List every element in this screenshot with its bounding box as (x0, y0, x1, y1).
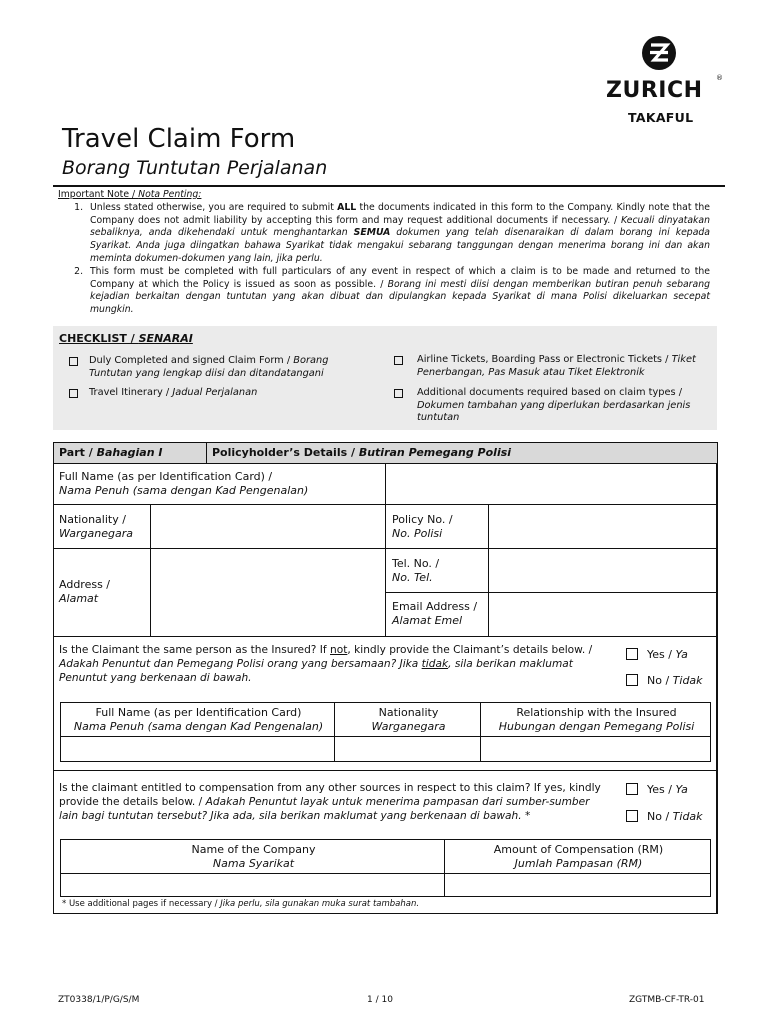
checklist-title-en: CHECKLIST / (59, 332, 139, 345)
checklist-panel (53, 326, 717, 430)
brand-sub: TAKAFUL (628, 110, 694, 125)
note1-b: ALL (337, 201, 357, 213)
checklist-item-ms: Tiket Penerbangan, Pas Masuk atau Tiket Elektronik (417, 354, 696, 378)
checklist-item-en: Additional documents required based on claim types / (417, 387, 683, 398)
claimant-col-relationship-header (480, 702, 711, 737)
claimant-q2: , kindly provide the Claimant’s details below. / (347, 644, 593, 656)
nationality-label-ms: Warganegara (59, 527, 133, 540)
tel-no-label-cell (385, 548, 489, 593)
policy-no-label (392, 513, 453, 541)
checklist-bullet-icon (69, 357, 78, 366)
claimant-yes-en: Yes / (647, 648, 676, 661)
compensation-no-ms: Tidak (672, 810, 703, 823)
section-title-ms: Butiran Pemegang Polisi (358, 446, 512, 459)
compensation-col-amount-en: Amount of Compensation (RM) (493, 843, 664, 856)
nationality-label-cell (53, 504, 151, 549)
nationality-label-en: Nationality / (59, 513, 126, 526)
section-title-en: Policyholder’s Details / (212, 446, 359, 459)
address-label (59, 578, 110, 606)
compensation-q-ms: Adakah Penuntut layak untuk menerima pampasan dari sumber-sumber lain bagi tuntutan tersebut? Jika ada, sila berikan maklumat yang berkenaan di bawah. * (59, 796, 590, 822)
form-title: Travel Claim Form (62, 124, 296, 154)
claimant-no-label (647, 674, 703, 688)
footnote-ms: Jika perlu, sila gunakan muka surat tambahan. (220, 899, 420, 909)
claimant-nationality-field[interactable] (334, 736, 481, 762)
notes-heading-ms: Nota Penting: (138, 189, 202, 200)
checklist-bullet-icon (69, 389, 78, 398)
full-name-label-cell (53, 463, 386, 505)
note1-f: dokumen yang telah disenaraikan di dalam borang ini kepada Syarikat. Anda juga diingatkan bahawa Syarikat tidak mengakui sebarang tanggungan dengan menerima borang ini dan akan meminta dokumen-dokumen yang lain, jika perlu. (90, 227, 710, 264)
compensation-amount-field[interactable] (444, 873, 711, 897)
compensation-footnote (62, 897, 419, 911)
checklist-title-ms: SENARAI (138, 332, 193, 345)
note2-b: Borang ini mesti diisi dengan memberikan butiran penuh sebarang kejadian berkaitan dengan tuntutan yang akan dibuat dan dipulangkan kepada Syarikat di mana Polisi dikeluarkan secepat mungkin. (90, 278, 710, 316)
checklist-item (69, 387, 369, 403)
claimant-yes-label (647, 648, 688, 662)
full-name-label-ms: Nama Penuh (sama dengan Kad Pengenalan) (59, 484, 309, 497)
compensation-company-field[interactable] (60, 873, 445, 897)
claimant-col-name-en: Full Name (as per Identification Card) (95, 706, 302, 719)
claimant-col-nationality-header (334, 702, 481, 737)
compensation-yes-label (647, 783, 688, 797)
checklist-item-en: Airline Tickets, Boarding Pass or Electronic Tickets / (417, 354, 672, 365)
email-label-en: Email Address / (392, 600, 478, 613)
address-label-en: Address / (59, 578, 111, 591)
part-label-en: Part / (59, 446, 97, 459)
address-label-ms: Alamat (59, 592, 99, 605)
policy-no-label-cell (385, 504, 489, 549)
footer-doc-code: ZGTMB-CF-TR-01 (629, 995, 705, 1005)
important-notes (58, 189, 710, 317)
claimant-no-checkbox[interactable] (626, 674, 638, 686)
compensation-section (53, 770, 718, 914)
tel-no-label-en: Tel. No. / (392, 557, 440, 570)
email-label-cell (385, 592, 489, 637)
claimant-q-ms1: Adakah Penuntut dan Pemegang Polisi orang yang bersamaan? Jika (59, 658, 422, 670)
tel-no-label-ms: No. Tel. (392, 571, 433, 584)
claimant-col-nationality-ms: Warganegara (371, 720, 446, 733)
claim-form-part1 (53, 442, 717, 914)
compensation-no-label (647, 810, 703, 824)
full-name-label (59, 470, 308, 498)
claimant-col-relationship-ms: Hubungan dengan Pemegang Polisi (498, 720, 695, 733)
claimant-col-name-header (60, 702, 335, 737)
tel-no-label (392, 557, 439, 585)
full-name-label-en: Full Name (as per Identification Card) / (59, 470, 273, 483)
email-label-ms: Alamat Emel (392, 614, 463, 627)
checklist-item-en: Duly Completed and signed Claim Form / (89, 355, 294, 366)
claimant-relationship-field[interactable] (480, 736, 711, 762)
compensation-yes-ms: Ya (675, 783, 688, 796)
policy-no-label-en: Policy No. / (392, 513, 453, 526)
note-item-2 (86, 266, 710, 317)
claimant-col-name-ms: Nama Penuh (sama dengan Kad Pengenalan) (73, 720, 324, 733)
checklist-item (394, 354, 704, 382)
compensation-col-company-ms: Nama Syarikat (212, 857, 295, 870)
compensation-yes-checkbox[interactable] (626, 783, 638, 795)
note1-e: SEMUA (353, 227, 391, 239)
note1-a: Unless stated otherwise, you are required to submit (90, 201, 338, 213)
policy-no-label-ms: No. Polisi (392, 527, 443, 540)
checklist-bullet-icon (394, 389, 403, 398)
note1-c: the documents indicated in this form to the Company. Kindly note that the Company does not admit liability by accepting this form and may request additional documents if necessary. / (90, 201, 710, 226)
note-item-1 (86, 202, 710, 266)
email-field[interactable] (488, 592, 718, 637)
compensation-yes-en: Yes / (647, 783, 676, 796)
full-name-field[interactable] (385, 463, 718, 505)
checklist-item-ms: Borang Tuntutan yang lengkap diisi dan ditandatangani (89, 355, 329, 379)
nationality-label (59, 513, 133, 541)
part-label (59, 446, 162, 460)
address-field[interactable] (150, 548, 386, 637)
notes-heading-en: Important Note / (58, 189, 139, 200)
compensation-col-amount-ms: Jumlah Pampasan (RM) (514, 857, 643, 870)
section-title-cell (206, 442, 718, 464)
note2-a: This form must be completed with full particulars of any event in respect of which a claim is to be made and returned to the Company at which the Policy is issued as soon as possible. / (90, 265, 710, 290)
compensation-no-en: No / (647, 810, 673, 823)
section-title (212, 446, 511, 460)
compensation-col-company-header (60, 839, 445, 874)
claimant-q-ms2: , sila berikan maklumat Penuntut yang berkenaan di bawah. (59, 658, 573, 684)
compensation-q-en: Is the claimant entitled to compensation from any other sources in respect to this claim? If yes, kindly provide the details below. / (59, 782, 601, 808)
brand-registered-mark: ® (716, 74, 723, 82)
checklist-item (394, 387, 704, 427)
claimant-name-field[interactable] (60, 736, 335, 762)
footnote-en: * Use additional pages if necessary / (62, 899, 221, 909)
checklist-item-ms: Jadual Perjalanan (172, 387, 258, 398)
email-label (392, 600, 477, 628)
claimant-q-tidak: tidak (421, 658, 449, 670)
footer-form-code: ZT0338/1/P/G/S/M (58, 995, 140, 1005)
claimant-yes-ms: Ya (675, 648, 688, 661)
form-subtitle: Borang Tuntutan Perjalanan (62, 157, 328, 179)
nationality-field[interactable] (150, 504, 386, 549)
claimant-col-relationship-en: Relationship with the Insured (516, 706, 677, 719)
brand-name: ZURICH (606, 78, 703, 103)
tel-no-field[interactable] (488, 548, 718, 593)
note1-d: Kecuali dinyatakan sebaliknya, anda dikehendaki untuk menghantarkan (90, 214, 710, 239)
address-label-cell (53, 548, 151, 637)
compensation-no-checkbox[interactable] (626, 810, 638, 822)
checklist-item-ms: Dokumen tambahan yang diperlukan berdasarkan jenis tuntutan (417, 399, 691, 423)
claimant-q1: Is the Claimant the same person as the Insured? If (59, 644, 331, 656)
policy-no-field[interactable] (488, 504, 718, 549)
checklist-item (69, 355, 369, 383)
claimant-no-ms: Tidak (672, 674, 703, 687)
claimant-col-nationality-en: Nationality (378, 706, 439, 719)
compensation-question (59, 781, 609, 823)
part-label-ms: Bahagian I (96, 446, 163, 459)
checklist-bullet-icon (394, 356, 403, 365)
claimant-question (59, 643, 614, 685)
claimant-q-not: not (330, 644, 348, 656)
compensation-col-company-en: Name of the Company (191, 843, 316, 856)
checklist-title (59, 332, 193, 345)
footer-page-number: 1 / 10 (367, 995, 393, 1005)
claimant-section (53, 636, 718, 771)
checklist-item-en: Travel Itinerary / (89, 387, 173, 398)
zurich-logo-icon (642, 36, 676, 70)
title-divider (53, 185, 725, 187)
notes-heading (58, 189, 710, 202)
claimant-no-en: No / (647, 674, 673, 687)
claimant-yes-checkbox[interactable] (626, 648, 638, 660)
compensation-col-amount-header (444, 839, 711, 874)
part-label-cell (53, 442, 207, 464)
